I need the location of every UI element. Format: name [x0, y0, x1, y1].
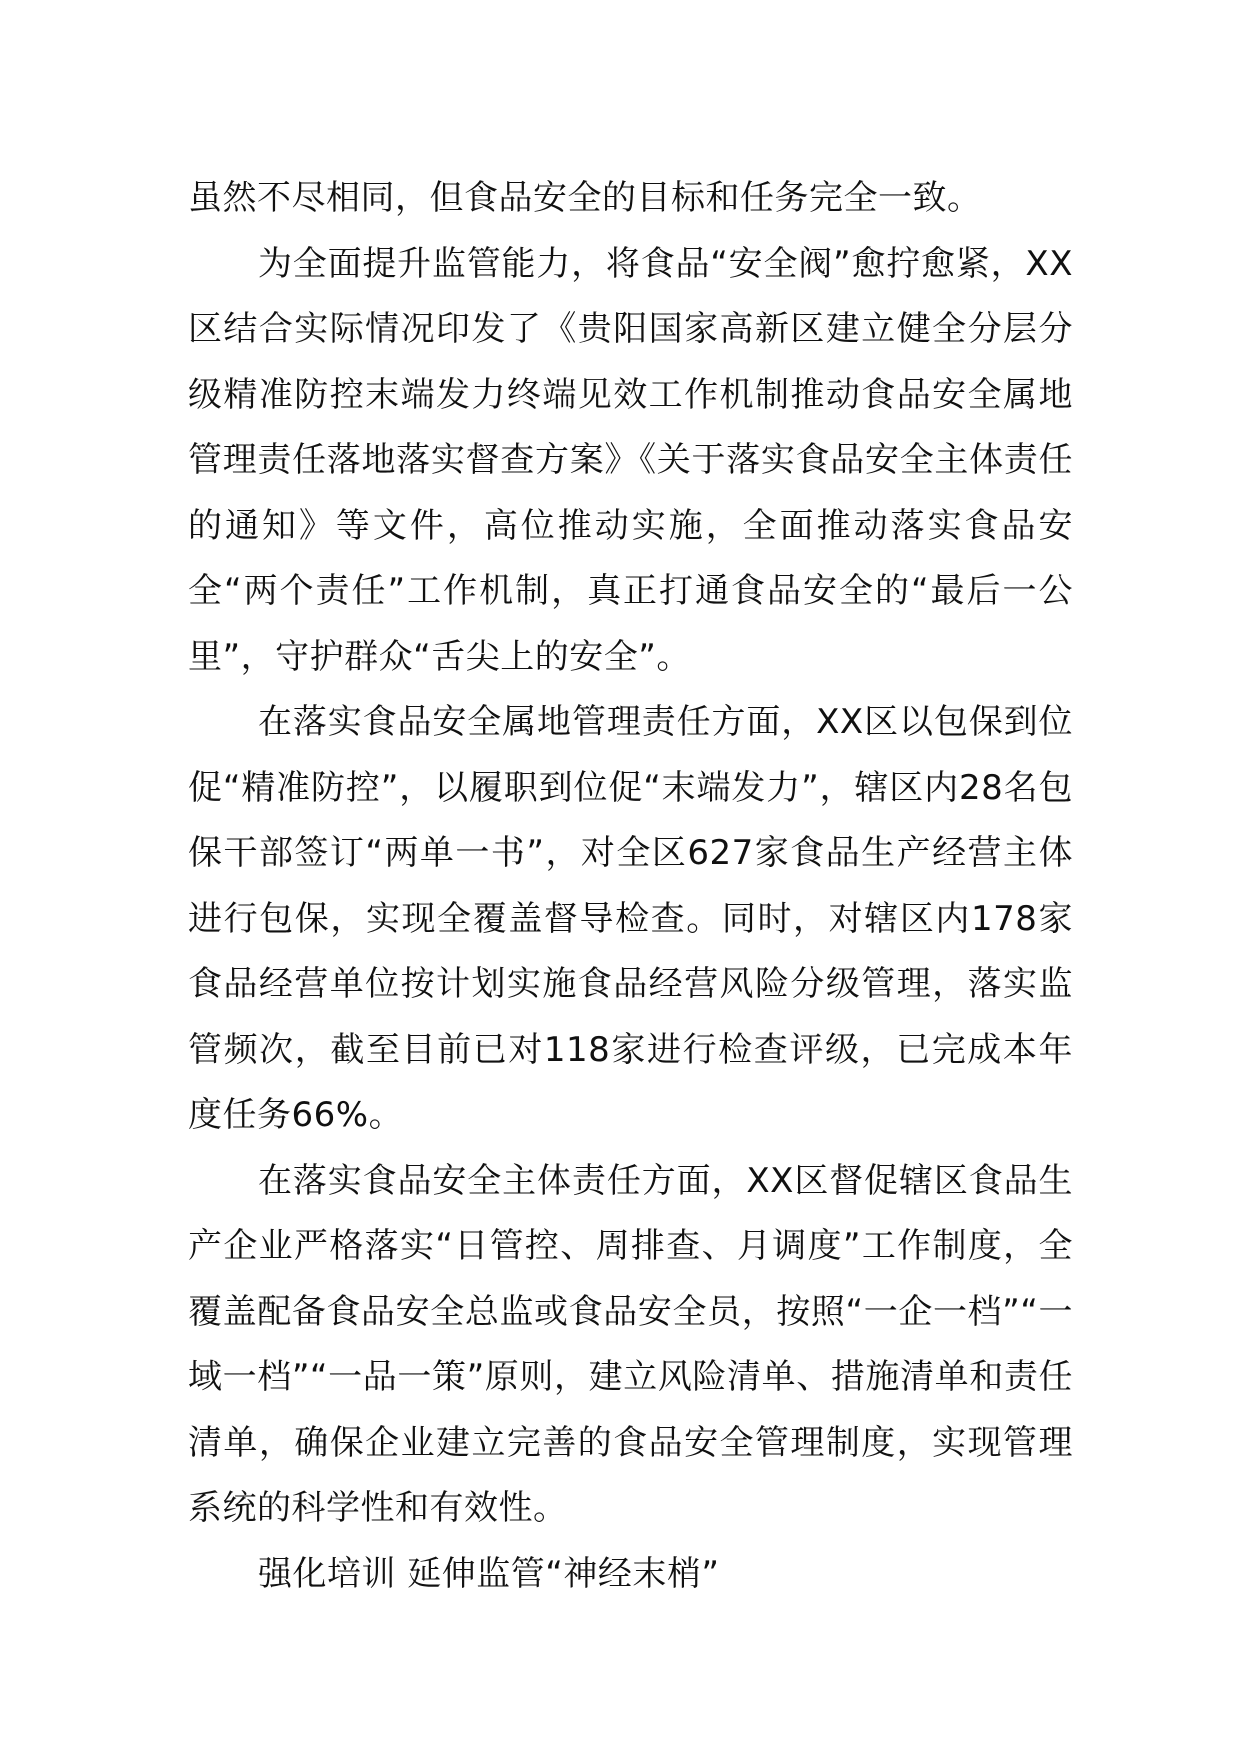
section-heading-training: 强化培训 延伸监管“神经末梢” — [258, 1553, 720, 1594]
paragraph-subject-responsibility: 在落实食品安全主体责任方面，XX区督促辖区食品生产企业严格落实“日管控、周排查、月调度”工作制度，全覆盖配备食品安全总监或食品安全员，按照“一企一档”“一域一档”“一品一策”原则，建立风险清单、措施清单和责任清单，确保企业建立完善的食品安全管理制度，实现管理系统的科学性和有效性。 — [188, 1160, 1073, 1528]
paragraph-regulations: 为全面提升监管能力，将食品“安全阀”愈拧愈紧，XX区结合实际情况印发了《贵阳国家高新区建立健全分层分级精准防控末端发力终端见效工作机制推动食品安全属地管理责任落地落实督查方案》《关于落实食品安全主体责任的通知》等文件，高位推动实施，全面推动落实食品安全“两个责任”工作机制，真正打通食品安全的“最后一公里”，守护群众“舌尖上的安全”。 — [188, 243, 1073, 677]
document-body — [188, 166, 1073, 1607]
paragraph-territorial-responsibility: 在落实食品安全属地管理责任方面，XX区以包保到位促“精准防控”，以履职到位促“末端发力”，辖区内28名包保干部签订“两单一书”，对全区627家食品生产经营主体进行包保，实现全覆盖督导检查。同时，对辖区内178家食品经营单位按计划实施食品经营风险分级管理，落实监管频次，截至目前已对118家进行检查评级，已完成本年度任务66%。 — [188, 702, 1073, 1135]
paragraph-continuation: 虽然不尽相同，但食品安全的目标和任务完全一致。 — [188, 178, 982, 218]
